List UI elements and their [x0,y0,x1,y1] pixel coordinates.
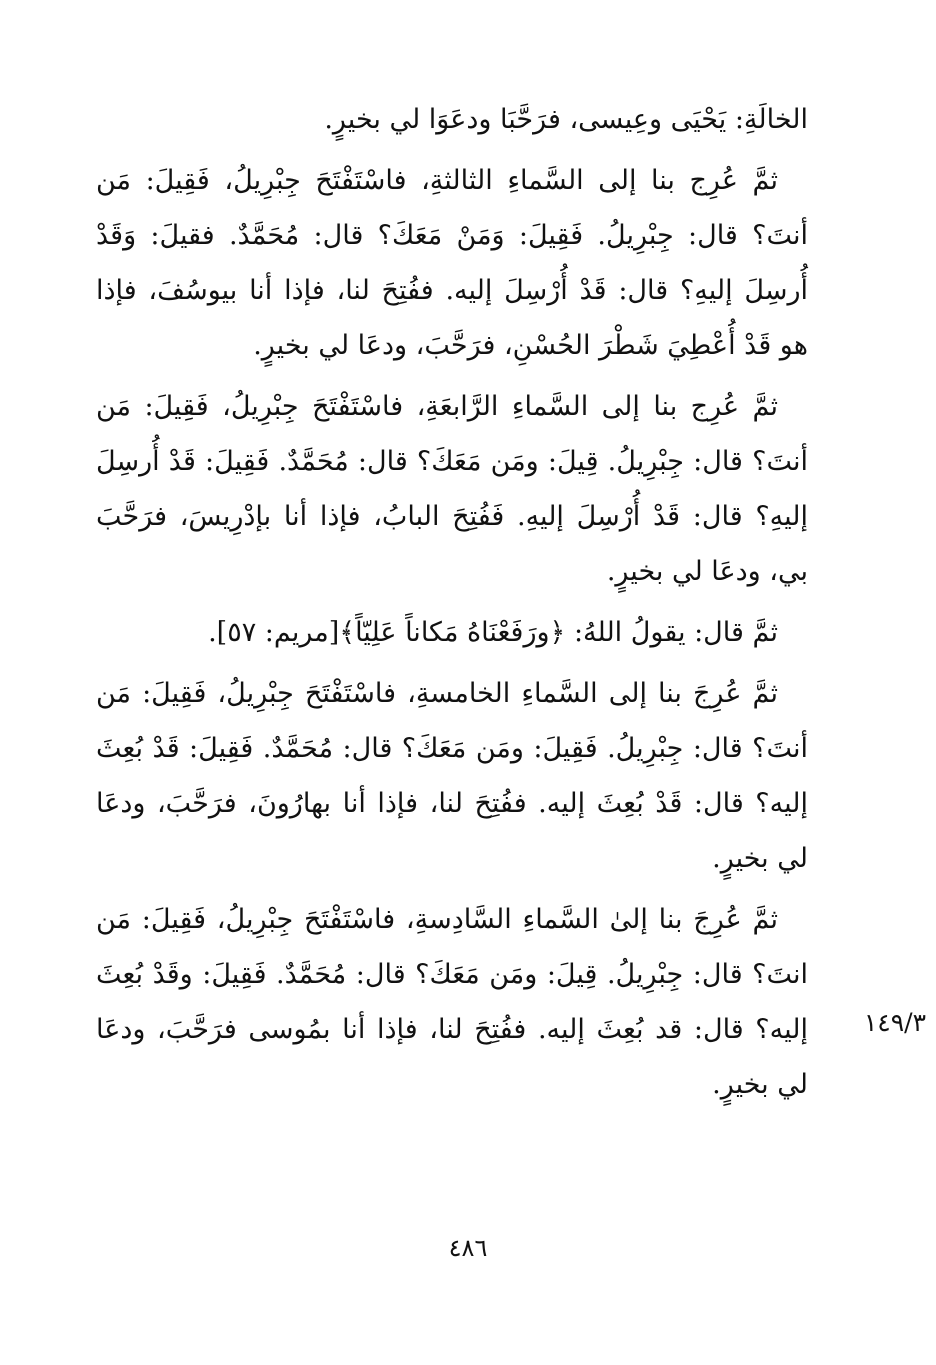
paragraph-5: ثمَّ عُرِجَ بنا إلى السَّماءِ الخامسةِ، فاسْتَفْتَحَ جِبْرِيلُ، فَقِيلَ: مَن أنتَ؟ قال: جِبْرِيلُ. فَقِيلَ: ومَن مَعَكَ؟ قال: مُحَمَّدٌ. فَقِيلَ: قَدْ بُعِثَ إليه؟ قال: قَدْ بُعِثَ إليه. ففُتِحَ لنا، فإذا أنا بهارُونَ، فرَحَّبَ، ودعَا لي بخيرٍ. [96,678,808,874]
margin-reference-note: ١٤٩/٣ [863,1008,926,1037]
main-text-block [96,92,808,1112]
paragraph-4-quran-quote: ثمَّ قال: يقولُ اللهُ: ﴿ورَفَعْنَاهُ مَكاناً عَلِيّاً﴾[مريم: ٥٧]. [208,617,778,648]
paragraph-6: ثمَّ عُرِجَ بنا إلىٰ السَّماءِ السَّادِسةِ، فاسْتَفْتَحَ جِبْرِيلُ، فَقِيلَ: مَن انتَ؟ قال: جِبْرِيلُ. قِيلَ: ومَن مَعَكَ؟ قال: مُحَمَّدٌ. فَقِيلَ: وقَدْ بُعِثَ إليه؟ قال: قد بُعِثَ إليه. ففُتِحَ لنا، فإذا أنا بمُوسى فرَحَّبَ، ودعَا لي بخيرٍ. [96,904,808,1100]
page-number: ٤٨٦ [448,1234,488,1262]
paragraph-2: ثمَّ عُرِج بنا إلى السَّماءِ الثالثةِ، فاسْتَفْتَحَ جِبْرِيلُ، فَقِيلَ: مَن أنتَ؟ قال: جِبْرِيلُ. فَقِيلَ: وَمَنْ مَعَكَ؟ قال: مُحَمَّدٌ. فقيلَ: وَقَدْ أُرسِلَ إليهِ؟ قال: قَدْ أُرْسِلَ إليه. ففُتِحَ لنا، فإذا أنا بيوسُفَ، فإذا هو قَدْ أُعْطِيَ شَطْرَ الحُسْنِ، فرَحَّبَ، ودعَا لي بخيرٍ. [96,165,808,361]
paragraph-1: الخالَةِ: يَحْيَى وعِيسى، فرَحَّبَا ودعَوَا لي بخيرٍ. [324,104,808,135]
paragraph-3: ثمَّ عُرِج بنا إلى السَّماءِ الرَّابعَةِ، فاسْتَفْتَحَ جِبْرِيلُ، فَقِيلَ: مَن أنتَ؟ قال: جِبْرِيلُ. قِيلَ: ومَن مَعَكَ؟ قال: مُحَمَّدٌ. فَقِيلَ: قَدْ أُرسِلَ إليهِ؟ قال: قَدْ أُرْسِلَ إليهِ. فَفُتِحَ البابُ، فإذا أنا بإدْرِيسَ، فرَحَّبَ بي، ودعَا لي بخيرٍ. [96,391,808,587]
